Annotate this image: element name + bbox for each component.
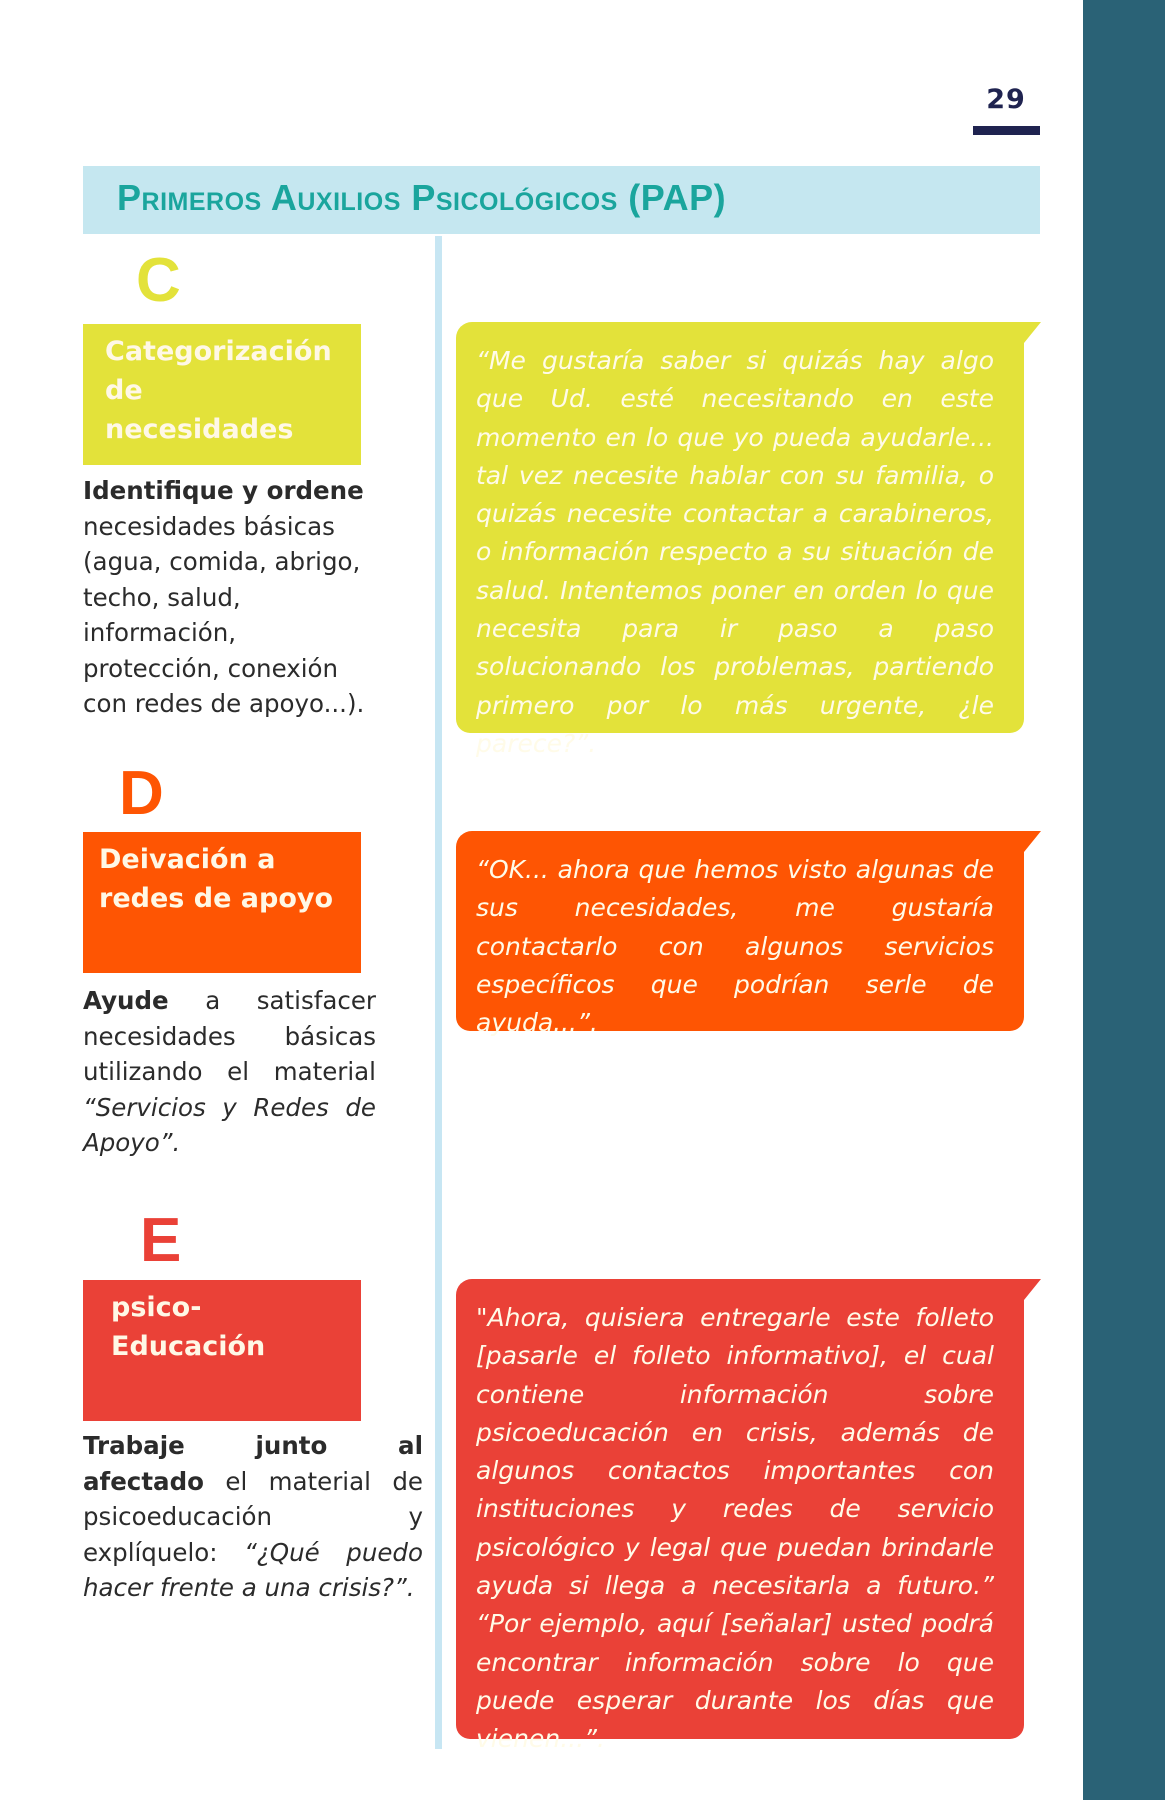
- step-label-line: Deivación a: [99, 844, 276, 875]
- description-question: “¿Qué puedo hacer frente a una crisis?”.: [83, 1537, 423, 1602]
- column-divider: [435, 236, 442, 1749]
- side-color-band: [1083, 0, 1165, 1800]
- step-letter-e: E: [140, 1206, 182, 1275]
- step-label-c: [83, 324, 361, 465]
- step-label-line: Categorización: [105, 336, 332, 367]
- step-description-e: [83, 1428, 423, 1606]
- description-emphasis: Ayude: [83, 986, 169, 1015]
- description-material-title: “Servicios y Redes de Apoyo”.: [83, 1092, 376, 1157]
- page-title: Primeros Auxilios Psicológicos (PAP): [117, 177, 727, 218]
- dialogue-bubble-c: [456, 322, 1024, 758]
- dialogue-bubble-d: [456, 831, 1024, 1038]
- step-description-c: [83, 473, 378, 722]
- step-label-line: psico-: [111, 1292, 202, 1323]
- example-quote: "Ahora, quisiera entregarle este folleto [pasarle el folleto informativo], el cual contiene información sobre psicoeducación en crisis, además de algunos contactos importantes con instituciones y redes de servicio psicológico y legal que puedan brindarle ayuda si llega a necesitarla a futuro.” “Por ejemplo, aquí [señalar] usted podrá encontrar información sobre lo que puede esperar durante los días que vienen...”.: [476, 1303, 994, 1754]
- example-quote: “Me gustaría saber si quizás hay algo que Ud. esté necesitando en este momento en lo que yo pueda ayudarle... tal vez necesite hablar con su familia, o quizás necesite contactar a carabineros, o información respecto a su situación de salud. Intentemos poner en orden lo que necesita para ir paso a paso solucionando los problemas, partiendo primero por lo más urgente, ¿le parece?”.: [476, 346, 994, 758]
- step-label-line: de necesidades: [105, 375, 294, 445]
- page-number: 29: [986, 84, 1026, 115]
- description-emphasis: Identifique y ordene: [83, 476, 364, 505]
- description-emphasis: Trabaje junto al afectado: [83, 1431, 423, 1496]
- description-text: el material de psicoeducación y explíquelo:: [83, 1466, 423, 1567]
- step-description-d: [83, 983, 376, 1161]
- section-header-band: [83, 166, 1040, 234]
- dialogue-bubble-e: [456, 1279, 1024, 1754]
- page-number-underline: [973, 126, 1040, 135]
- description-text: necesidades básicas (agua, comida, abrigo, techo, salud, información, protección, conexión con redes de apoyo...).: [83, 511, 365, 718]
- step-label-e: [83, 1280, 361, 1421]
- step-label-line: redes de apoyo: [99, 883, 334, 914]
- description-text: a satisfacer necesidades básicas utilizando el material: [83, 986, 376, 1086]
- step-label-line: Educación: [111, 1331, 266, 1362]
- example-quote: “OK... ahora que hemos visto algunas de sus necesidades, me gustaría contactarlo con algunos servicios específicos que podrían serle de ayuda...”.: [476, 855, 994, 1038]
- step-letter-d: D: [119, 759, 164, 828]
- step-label-d: [83, 832, 361, 973]
- step-letter-c: C: [136, 246, 181, 315]
